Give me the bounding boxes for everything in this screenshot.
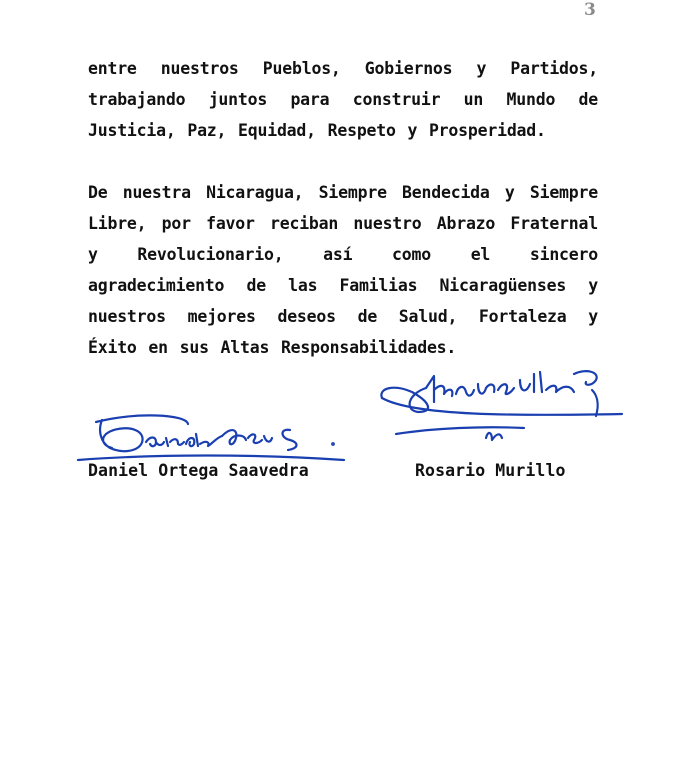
signatory-name-rosario-murillo: Rosario Murillo xyxy=(415,461,566,480)
letter-paragraph-closing: entre nuestros Pueblos, Gobiernos y Partidos, trabajando juntos para construir un Mundo de Justicia, Paz, Equidad, Respeto y Prosperidad. xyxy=(88,59,598,140)
page-number: 3 xyxy=(584,0,596,20)
letter-paragraph-farewell: De nuestra Nicaragua, Siempre Bendecida y Siempre Libre, por favor reciban nuestro Abrazo Fraternal y Revolucionario, así como el sincero agradecimiento de las Familias Nicaragüenses y nuestros mejores deseos de Salud, Fortaleza y Éxito en sus Altas Responsabilidades. xyxy=(88,183,598,357)
signature-rosario-murillo xyxy=(374,354,630,446)
signatory-name-daniel-ortega: Daniel Ortega Saavedra xyxy=(88,461,309,480)
